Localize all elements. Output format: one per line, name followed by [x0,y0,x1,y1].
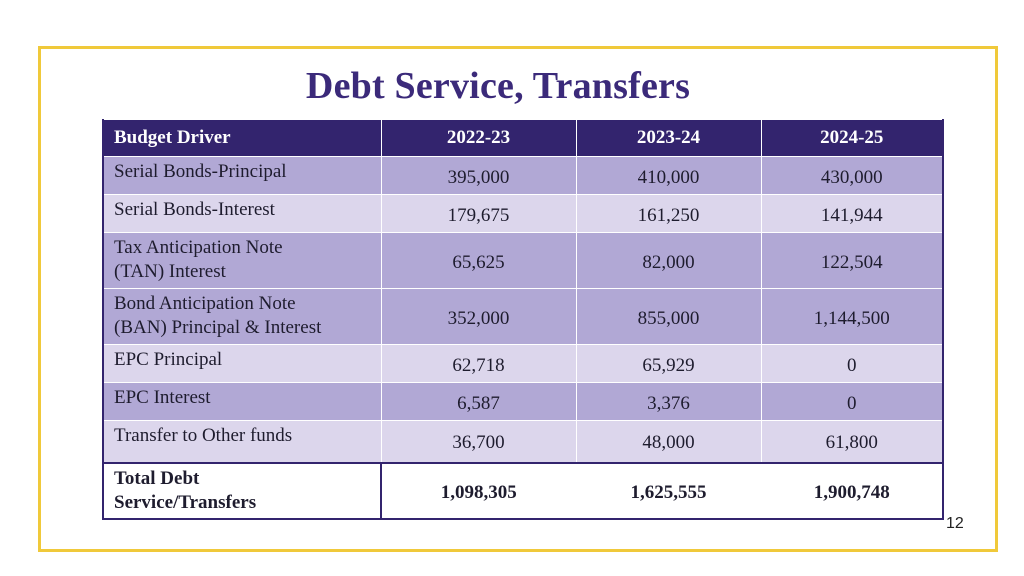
row-label: Serial Bonds-Interest [103,195,381,233]
table-row [103,195,943,233]
table-cell: 179,675 [381,195,576,233]
table-row [103,157,943,195]
table-cell: 82,000 [576,233,761,289]
column-header: 2022-23 [381,120,576,157]
table-cell: 65,929 [576,345,761,383]
page-number: 12 [946,515,964,532]
table-cell: 1,098,305 [381,463,576,519]
column-header: 2023-24 [576,120,761,157]
debt-service-table [102,119,944,520]
row-label: Tax Anticipation Note (TAN) Interest [103,233,381,289]
column-header: 2024-25 [761,120,943,157]
table-row [103,421,943,463]
table-cell: 1,900,748 [761,463,943,519]
table-cell: 36,700 [381,421,576,463]
table-cell: 141,944 [761,195,943,233]
row-label: Bond Anticipation Note (BAN) Principal & Interest [103,289,381,345]
table-cell: 62,718 [381,345,576,383]
row-label: EPC Principal [103,345,381,383]
table-cell: 395,000 [381,157,576,195]
slide-title: Debt Service, Transfers [305,65,691,107]
total-row [103,463,943,519]
row-label: Serial Bonds-Principal [103,157,381,195]
table-cell: 855,000 [576,289,761,345]
table-cell: 65,625 [381,233,576,289]
table-cell: 122,504 [761,233,943,289]
table-cell: 61,800 [761,421,943,463]
row-label: Total Debt Service/Transfers [103,463,381,519]
column-header: Budget Driver [103,120,381,157]
table-cell: 48,000 [576,421,761,463]
table-cell: 1,625,555 [576,463,761,519]
table-header-row [103,120,943,157]
table-cell: 410,000 [576,157,761,195]
row-label: Transfer to Other funds [103,421,381,463]
table-cell: 3,376 [576,383,761,421]
table-cell: 352,000 [381,289,576,345]
table-row [103,289,943,345]
table-cell: 1,144,500 [761,289,943,345]
table-cell: 0 [761,345,943,383]
table-cell: 430,000 [761,157,943,195]
table-row [103,233,943,289]
table-cell: 161,250 [576,195,761,233]
table-row [103,383,943,421]
table-row [103,345,943,383]
table-cell: 0 [761,383,943,421]
row-label: EPC Interest [103,383,381,421]
table-cell: 6,587 [381,383,576,421]
